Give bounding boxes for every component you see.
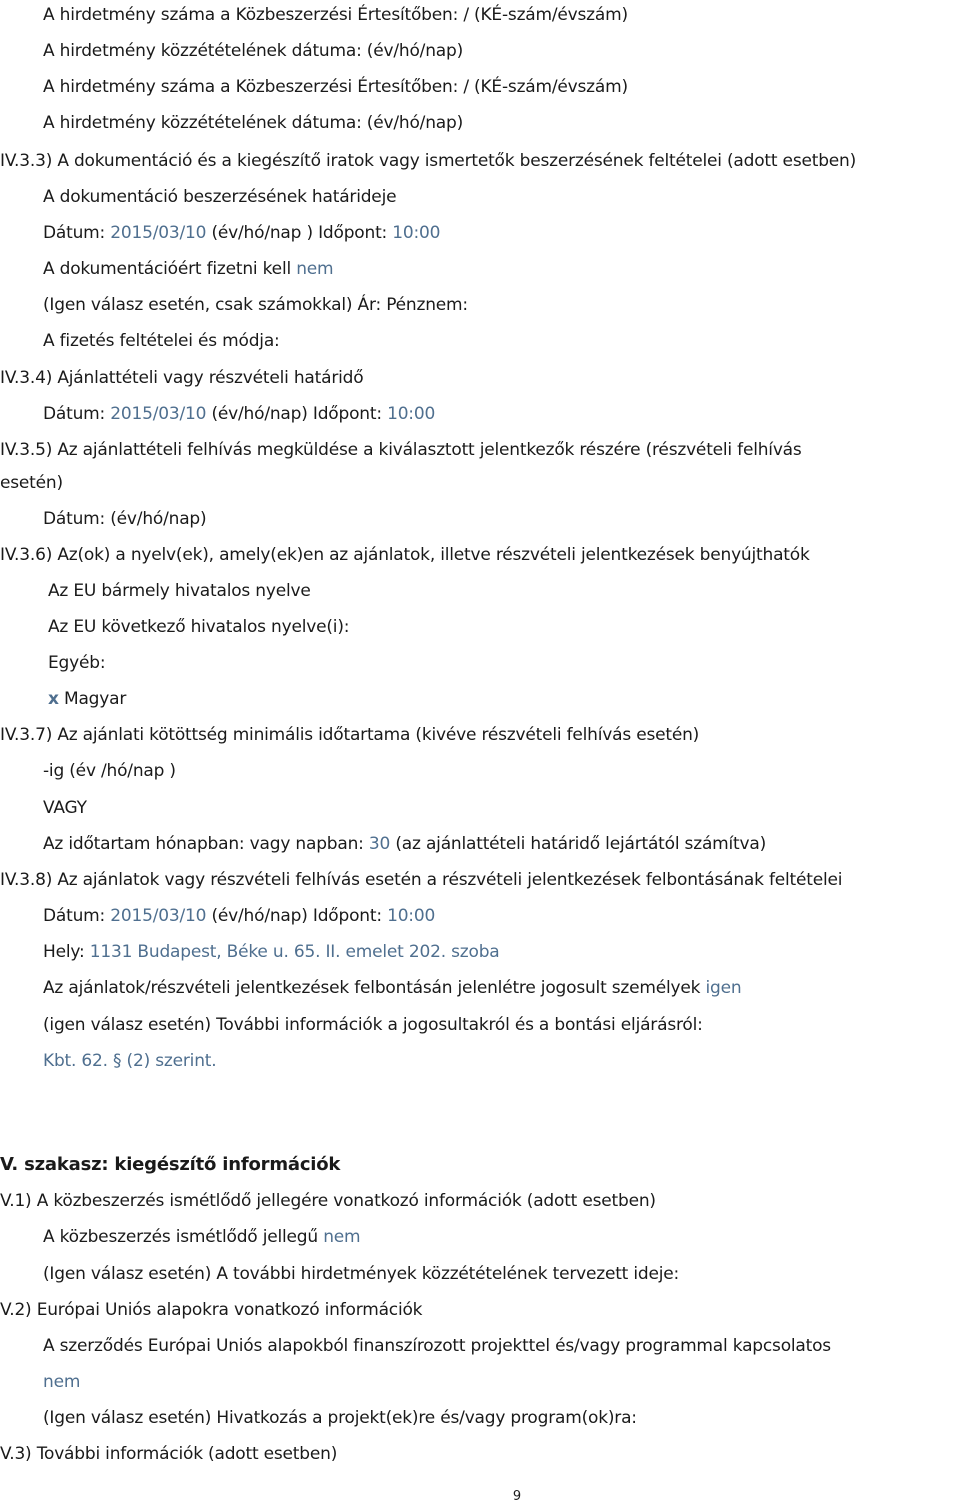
eu-funds-line: A szerződés Európai Uniós alapokból finanszírozott projekttel és/vagy programmal kapcsolatos: [43, 1336, 831, 1356]
notice-number-line: A hirdetmény száma a Közbeszerzési Értesítőben: / (KÉ-szám/évszám): [43, 5, 628, 25]
section-iv-3-5-heading: IV.3.5) Az ajánlattételi felhívás megküldése a kiválasztott jelentkezők részére (részvételi felhívás: [0, 440, 802, 460]
notice-date-line: A hirdetmény közzétételének dátuma: (év/hó/nap): [43, 113, 464, 133]
page-number: 9: [512, 1489, 522, 1504]
date-value: 2015/03/10: [110, 906, 207, 926]
section-iv-3-8-heading: IV.3.8) Az ajánlatok vagy részvételi felhívás esetén a részvételi jelentkezések felbontásának feltételei: [0, 870, 843, 890]
doc-deadline-date-line: Dátum: 2015/03/10 (év/hó/nap ) Időpont: 10:00: [43, 223, 441, 243]
recurring-line: A közbeszerzés ismétlődő jellegű nem: [43, 1227, 361, 1247]
or-label: VAGY: [43, 798, 87, 818]
date-value: 2015/03/10: [110, 223, 207, 243]
answer-value: igen: [705, 978, 742, 998]
answer-value: nem: [323, 1227, 361, 1247]
duration-value: 30: [368, 834, 391, 854]
section-v-2-heading: V.2) Európai Uniós alapokra vonatkozó információk: [0, 1300, 423, 1320]
section-iv-3-5-heading-cont: esetén): [0, 473, 63, 493]
section-iv-3-7-heading: IV.3.7) Az ajánlati kötöttség minimális időtartama (kivéve részvételi felhívás esetén): [0, 725, 700, 745]
opening-attendance-line: Az ajánlatok/részvételi jelentkezések felbontásán jelenlétre jogosult személyek igen: [43, 978, 742, 998]
language-value: Magyar: [63, 689, 127, 709]
eu-funds-yes-line: (Igen válasz esetén) Hivatkozás a projekt(ek)re és/vagy program(ok)ra:: [43, 1408, 637, 1428]
answer-value: nem: [43, 1372, 81, 1392]
selected-mark: x: [48, 689, 59, 709]
price-line: (Igen válasz esetén, csak számokkal) Ár: Pénznem:: [43, 295, 468, 315]
section-iv-3-6-heading: IV.3.6) Az(ok) a nyelv(ek), amely(ek)en az ajánlatok, illetve részvételi jelentkezések benyújthatók: [0, 545, 810, 565]
opening-date-line: Dátum: 2015/03/10 (év/hó/nap) Időpont: 10:00: [43, 906, 436, 926]
date-value: 2015/03/10: [110, 404, 207, 424]
language-selected-line: [48, 688, 126, 710]
payment-terms-line: A fizetés feltételei és módja:: [43, 331, 280, 351]
validity-until-line: -ig (év /hó/nap ): [43, 761, 176, 781]
opening-place-line: Hely: 1131 Budapest, Béke u. 65. II. emelet 202. szoba: [43, 942, 500, 962]
opening-info-line: (igen válasz esetén) További információk a jogosultakról és a bontási eljárásról:: [43, 1015, 703, 1035]
section-iv-3-4-heading: IV.3.4) Ajánlattételi vagy részvételi határidő: [0, 368, 364, 388]
tender-deadline-date-line: Dátum: 2015/03/10 (év/hó/nap) Időpont: 10:00: [43, 404, 436, 424]
language-option: Az EU bármely hivatalos nyelve: [48, 581, 311, 601]
notice-date-line: A hirdetmény közzétételének dátuma: (év/hó/nap): [43, 41, 464, 61]
section-v-heading: V. szakasz: kiegészítő információk: [0, 1154, 341, 1175]
language-option: Egyéb:: [48, 653, 106, 673]
doc-payment-line: A dokumentációért fizetni kell nem: [43, 259, 334, 279]
language-option: Az EU következő hivatalos nyelve(i):: [48, 617, 350, 637]
recurring-yes-line: (Igen válasz esetén) A további hirdetmények közzétételének tervezett ideje:: [43, 1264, 680, 1284]
answer-value: nem: [296, 259, 334, 279]
validity-duration-line: Az időtartam hónapban: vagy napban: 30 (az ajánlattételi határidő lejártától számítva): [43, 834, 767, 854]
section-v-3-heading: V.3) További információk (adott esetben): [0, 1444, 338, 1464]
invitation-date-line: Dátum: (év/hó/nap): [43, 509, 207, 529]
section-iv-3-3-heading: IV.3.3) A dokumentáció és a kiegészítő iratok vagy ismertetők beszerzésének feltételei (adott esetben): [0, 151, 857, 171]
notice-number-line: A hirdetmény száma a Közbeszerzési Értesítőben: / (KÉ-szám/évszám): [43, 77, 628, 97]
time-value: 10:00: [392, 223, 441, 243]
place-value: 1131 Budapest, Béke u. 65. II. emelet 202. szoba: [89, 942, 500, 962]
kbt-reference: Kbt. 62. § (2) szerint.: [43, 1051, 217, 1071]
doc-deadline-label: A dokumentáció beszerzésének határideje: [43, 187, 397, 207]
time-value: 10:00: [387, 906, 436, 926]
section-v-1-heading: V.1) A közbeszerzés ismétlődő jellegére vonatkozó információk (adott esetben): [0, 1191, 656, 1211]
time-value: 10:00: [387, 404, 436, 424]
